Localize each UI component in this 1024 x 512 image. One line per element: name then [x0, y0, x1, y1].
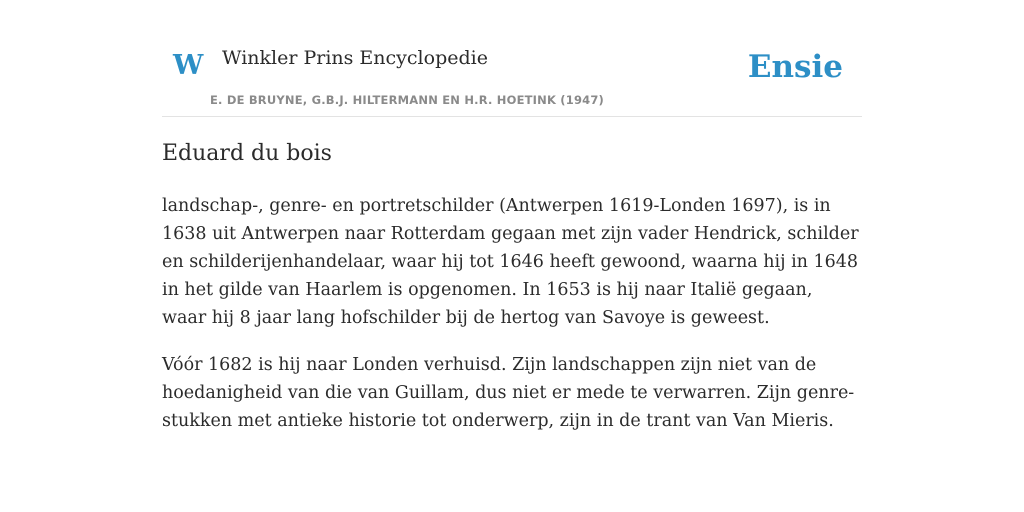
source-logo-link[interactable]: W: [173, 50, 204, 81]
ensie-logo-link[interactable]: Ensie: [747, 49, 843, 85]
source-authors: E. DE BRUYNE, G.B.J. HILTERMANN EN H.R. HOETINK (1947): [210, 93, 605, 107]
entry-paragraph: Vóór 1682 is hij naar Londen verhuisd. Zijn landschappen zijn niet van de hoedanigheid van die van Guillam, dus niet er mede te verwarren. Zijn genre-stukken met antieke historie tot onderwerp, zijn in de trant van Van Mieris.: [162, 355, 855, 431]
entry-paragraph: landschap-, genre- en portretschilder (Antwerpen 1619-Londen 1697), is in 1638 uit Antwerpen naar Rotterdam gegaan met zijn vader Hendrick, schilder en schilderijenhandelaar, waar hij tot 1646 heeft gewoond, waarna hij in 1648 in het gilde van Haarlem is opgenomen. In 1653 is hij naar Italië gegaan, waar hij 8 jaar lang hofschilder bij de hertog van Savoye is geweest.: [162, 196, 859, 328]
source-header: [162, 0, 862, 117]
entry-body: [162, 192, 862, 454]
source-title-link[interactable]: Winkler Prins Encyclopedie: [222, 47, 488, 69]
entry-title: Eduard du bois: [162, 141, 332, 166]
page-container: [162, 0, 862, 431]
